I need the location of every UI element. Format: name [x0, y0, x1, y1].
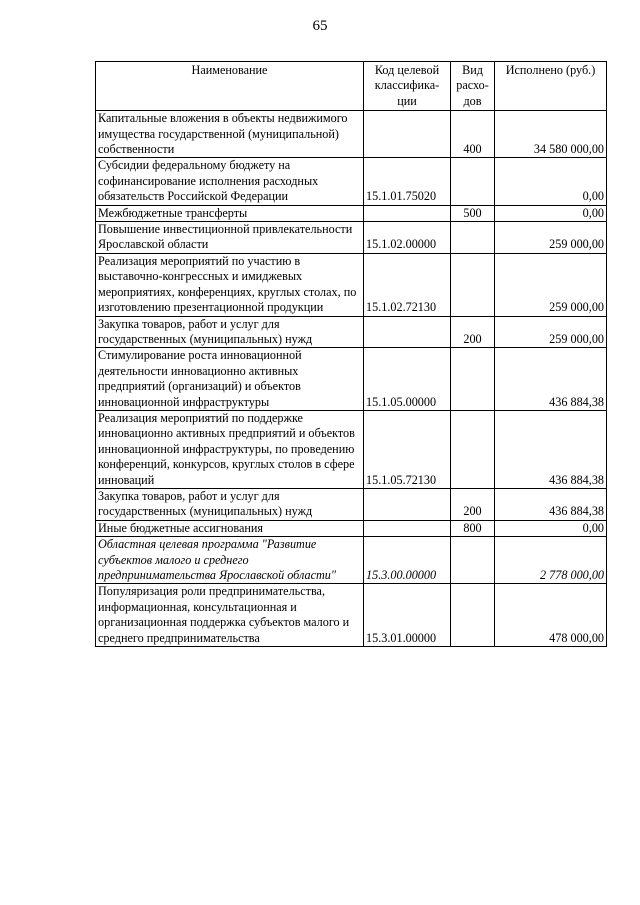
- row-code: [364, 488, 451, 520]
- page-number: 65: [312, 18, 328, 34]
- row-code: 15.1.01.75020: [364, 158, 451, 205]
- expenditure-table: [95, 61, 607, 647]
- table-row: [96, 253, 607, 316]
- row-kind: [451, 158, 495, 205]
- row-code: 15.1.05.72130: [364, 410, 451, 488]
- row-amount: 259 000,00: [495, 222, 607, 254]
- row-amount: 34 580 000,00: [495, 111, 607, 158]
- row-kind: 800: [451, 520, 495, 536]
- row-kind: 400: [451, 111, 495, 158]
- row-code: [364, 205, 451, 221]
- table-row: [96, 158, 607, 205]
- row-name: Стимулирование роста инновационной деятельности инновационно активных предприятий (организаций) и объектов инновационной инфраструктуры: [96, 348, 364, 411]
- row-kind: [451, 584, 495, 647]
- row-amount: 478 000,00: [495, 584, 607, 647]
- row-code: [364, 111, 451, 158]
- row-name: Повышение инвестиционной привлекательности Ярославской области: [96, 222, 364, 254]
- row-code: 15.3.00.00000: [364, 537, 451, 584]
- row-amount: 0,00: [495, 205, 607, 221]
- row-kind: [451, 410, 495, 488]
- row-kind: 200: [451, 316, 495, 348]
- table-row: [96, 111, 607, 158]
- table-header-row: [96, 62, 607, 111]
- row-code: [364, 520, 451, 536]
- row-name: Реализация мероприятий по поддержке инновационно активных предприятий и объектов инновационной инфраструктуры, по проведению конференций, конкурсов, круглых столов в сфере инноваций: [96, 410, 364, 488]
- table-row: [96, 316, 607, 348]
- row-amount: 0,00: [495, 520, 607, 536]
- row-amount: 259 000,00: [495, 253, 607, 316]
- header-code: Код целевой классифика-ции: [364, 62, 451, 111]
- header-amount: Исполнено (руб.): [495, 62, 607, 111]
- row-name: Популяризация роли предпринимательства, информационная, консультационная и организационная поддержка субъектов малого и среднего предпринимательства: [96, 584, 364, 647]
- row-name: Субсидии федеральному бюджету на софинансирование исполнения расходных обязательств Российской Федерации: [96, 158, 364, 205]
- row-name: Закупка товаров, работ и услуг для государственных (муниципальных) нужд: [96, 488, 364, 520]
- row-name: Реализация мероприятий по участию в выставочно-конгрессных и имиджевых мероприятиях, конференциях, круглых столах, по изготовлению презентационной продукции: [96, 253, 364, 316]
- table-row: [96, 410, 607, 488]
- row-amount: 2 778 000,00: [495, 537, 607, 584]
- row-kind: 500: [451, 205, 495, 221]
- row-code: 15.1.02.00000: [364, 222, 451, 254]
- table-row: [96, 348, 607, 411]
- row-code: [364, 316, 451, 348]
- table-row: [96, 222, 607, 254]
- row-kind: [451, 253, 495, 316]
- table-row: [96, 488, 607, 520]
- table-row: [96, 537, 607, 584]
- table-row: [96, 205, 607, 221]
- row-name: Областная целевая программа "Развитие субъектов малого и среднего предпринимательства Ярославской области": [96, 537, 364, 584]
- header-name: Наименование: [96, 62, 364, 111]
- row-code: 15.3.01.00000: [364, 584, 451, 647]
- row-kind: [451, 348, 495, 411]
- row-name: Иные бюджетные ассигнования: [96, 520, 364, 536]
- row-name: Капитальные вложения в объекты недвижимого имущества государственной (муниципальной) собственности: [96, 111, 364, 158]
- table-body: [96, 111, 607, 647]
- table-row: [96, 584, 607, 647]
- row-amount: 436 884,38: [495, 488, 607, 520]
- row-kind: [451, 537, 495, 584]
- row-amount: 436 884,38: [495, 410, 607, 488]
- table-row: [96, 520, 607, 536]
- row-code: 15.1.02.72130: [364, 253, 451, 316]
- row-name: Закупка товаров, работ и услуг для государственных (муниципальных) нужд: [96, 316, 364, 348]
- row-amount: 436 884,38: [495, 348, 607, 411]
- row-amount: 0,00: [495, 158, 607, 205]
- row-code: 15.1.05.00000: [364, 348, 451, 411]
- row-kind: [451, 222, 495, 254]
- row-amount: 259 000,00: [495, 316, 607, 348]
- row-name: Межбюджетные трансферты: [96, 205, 364, 221]
- header-kind: Вид расхо-дов: [451, 62, 495, 111]
- row-kind: 200: [451, 488, 495, 520]
